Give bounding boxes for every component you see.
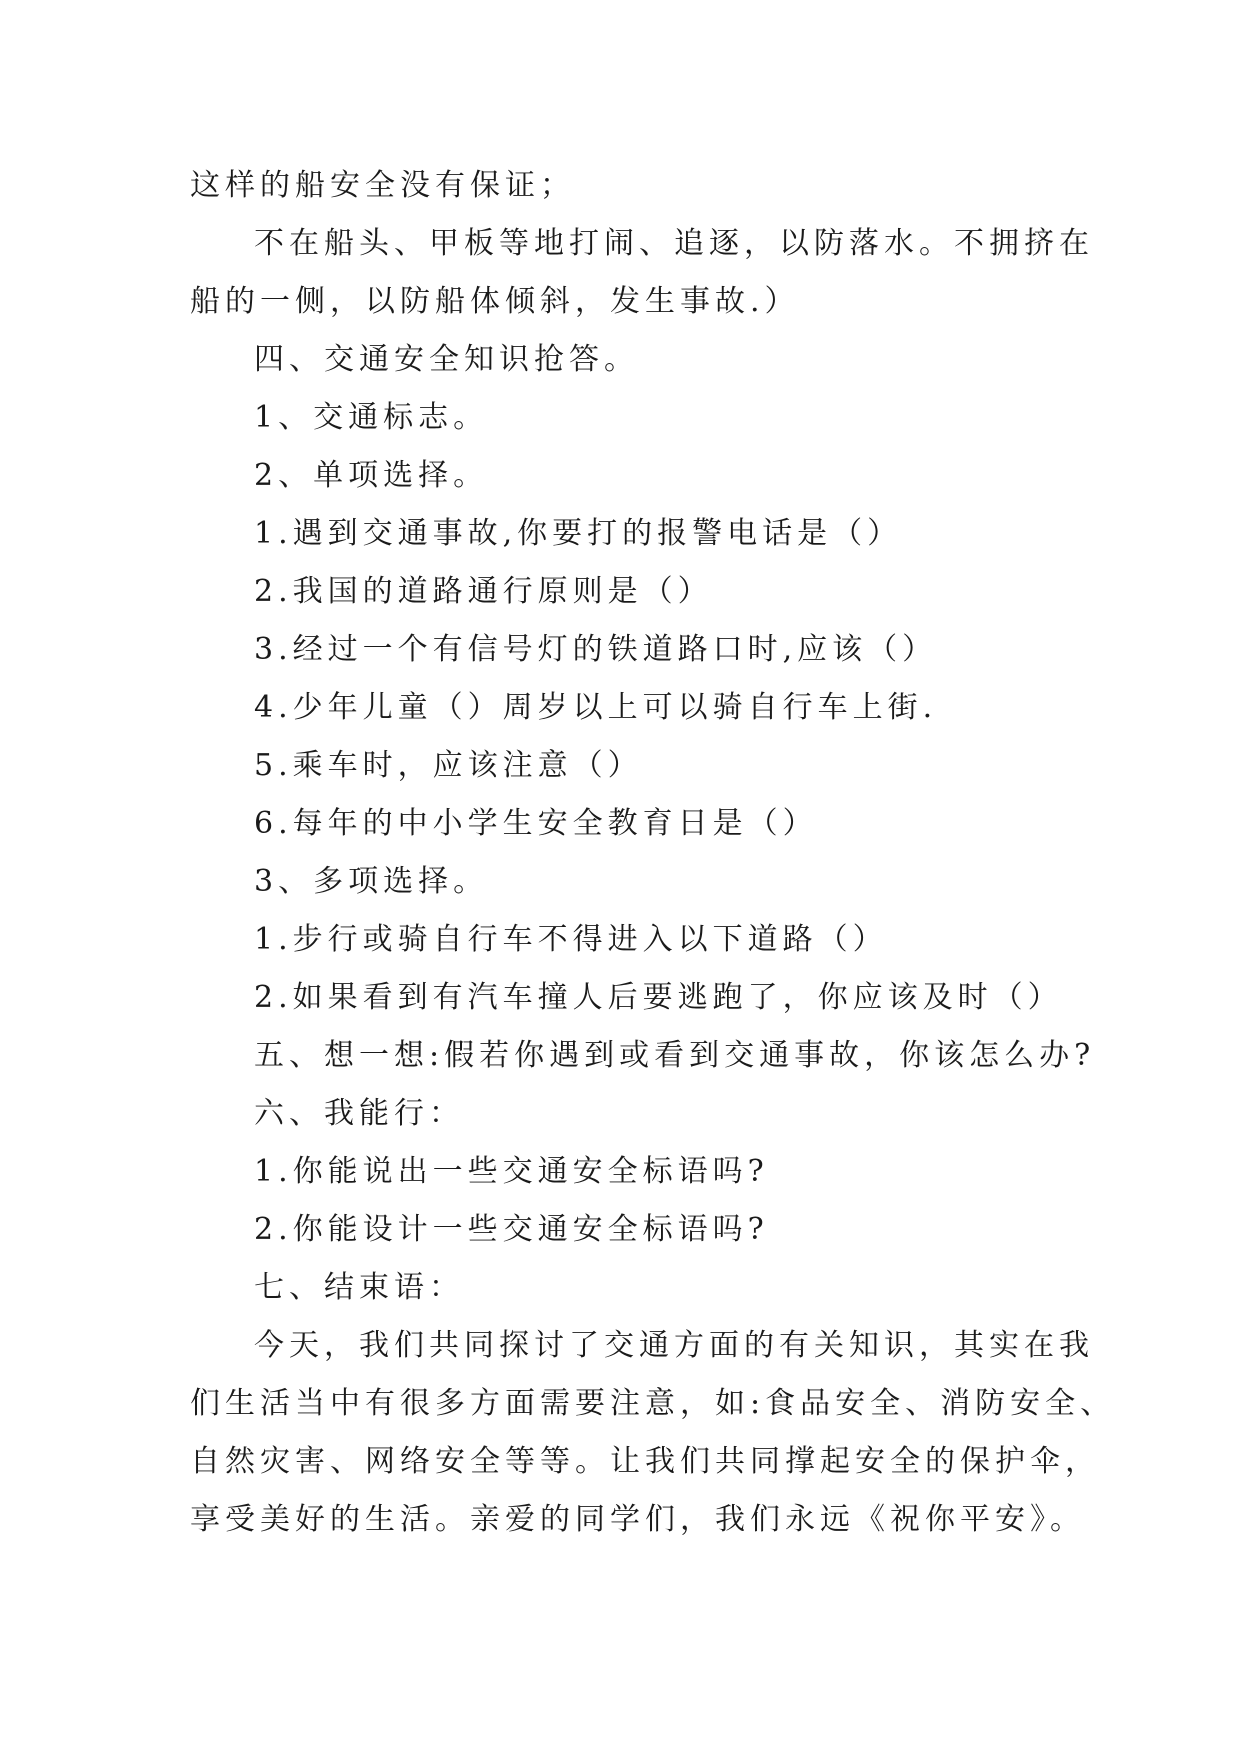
subsection-heading: 1、交通标志。 <box>254 400 489 435</box>
question-item: 2.如果看到有汽车撞人后要逃跑了，你应该及时（） <box>254 980 1063 1015</box>
question-item: 6.每年的中小学生安全教育日是（） <box>254 806 818 841</box>
question-item: 2.你能设计一些交通安全标语吗? <box>254 1212 769 1247</box>
question-item: 4.少年儿童（）周岁以上可以骑自行车上街. <box>254 690 938 725</box>
subsection-heading: 2、单项选择。 <box>254 458 489 493</box>
section-heading: 六、我能行： <box>254 1096 464 1131</box>
text-line: 享受美好的生活。亲爱的同学们，我们永远《祝你平安》。 <box>190 1502 1085 1537</box>
question-item: 1.遇到交通事故,你要打的报警电话是（） <box>254 516 903 551</box>
text-line: 今天，我们共同探讨了交通方面的有关知识，其实在我 <box>254 1328 1094 1363</box>
question-item: 5.乘车时，应该注意（） <box>254 748 643 783</box>
section-heading: 四、交通安全知识抢答。 <box>254 342 639 377</box>
section-heading: 七、结束语： <box>254 1270 464 1305</box>
text-line: 们生活当中有很多方面需要注意，如:食品安全、消防安全、 <box>190 1386 1116 1421</box>
question-item: 1.你能说出一些交通安全标语吗? <box>254 1154 769 1189</box>
subsection-heading: 3、多项选择。 <box>254 864 489 899</box>
question-item: 1.步行或骑自行车不得进入以下道路（） <box>254 922 888 957</box>
text-line: 不在船头、甲板等地打闹、追逐，以防落水。不拥挤在 <box>254 226 1094 261</box>
text-line: 这样的船安全没有保证； <box>190 168 575 203</box>
question-item: 2.我国的道路通行原则是（） <box>254 574 713 609</box>
text-line: 自然灾害、网络安全等等。让我们共同撑起安全的保护伞， <box>190 1444 1100 1479</box>
text-line: 船的一侧，以防船体倾斜，发生事故.） <box>190 284 800 319</box>
section-heading: 五、想一想:假若你遇到或看到交通事故，你该怎么办? <box>254 1038 1096 1073</box>
question-item: 3.经过一个有信号灯的铁道路口时,应该（） <box>254 632 938 667</box>
